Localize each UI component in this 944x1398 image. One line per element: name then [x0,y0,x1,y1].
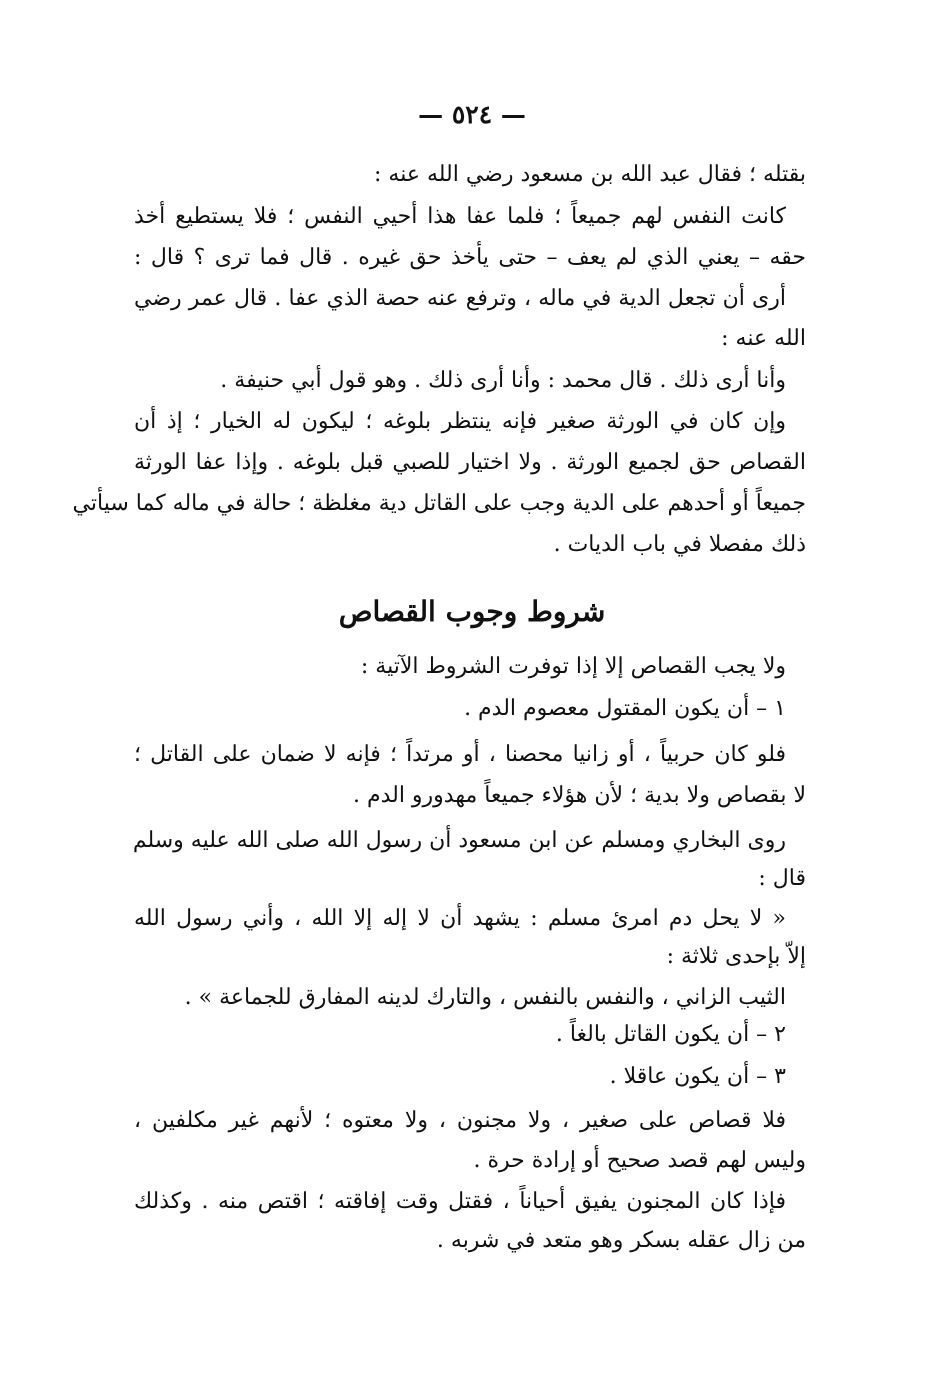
text-line: فلا قصاص على صغير ، ولا مجنون ، ولا معتوه ؛ لأنهم غير مكلفين ، [134,1108,786,1133]
text-line: إلاّ بإحدى ثلاثة : [666,944,806,969]
text-line: كانت النفس لهم جميعاً ؛ فلما عفا هذا أحيي النفس ؛ فلا يستطيع أخذ [134,204,786,229]
text-line: بقتله ؛ فقال عبد الله بن مسعود رضي الله عنه : [374,162,806,187]
text-line: القصاص حق لجميع الورثة . ولا اختيار للصبي قبل بلوغه . وإذا عفا الورثة [134,450,806,475]
text-line: ١ – أن يكون المقتول معصوم الدم . [464,696,786,721]
page-number: — ٥٢٤ — [418,100,526,129]
text-line: قال : [758,866,806,891]
section-heading: شروط وجوب القصاص [338,595,606,628]
text-line: ٣ – أن يكون عاقلا . [609,1064,786,1089]
text-line: وليس لهم قصد صحيح أو إرادة حرة . [473,1148,806,1173]
text-line: لا بقصاص ولا بدية ؛ لأن هؤلاء جميعاً مهدورو الدم . [352,783,806,808]
text-line: من زال عقله بسكر وهو متعد في شربه . [436,1228,806,1253]
text-line: أرى أن تجعل الدية في ماله ، وترفع عنه حصة الذي عفا . قال عمر رضي [134,286,786,311]
text-line: الثيب الزاني ، والنفس بالنفس ، والتارك لدينه المفارق للجماعة » . [184,985,786,1010]
text-line: الله عنه : [721,326,806,351]
text-line: حقه – يعني الذي لم يعف – حتى يأخذ حق غيره . قال فما ترى ؟ قال : [134,245,806,270]
text-line: ذلك مفصلا في باب الديات . [553,532,806,557]
text-line: وإن كان في الورثة صغير فإنه ينتظر بلوغه ؛ ليكون له الخيار ؛ إذ أن [134,409,786,434]
text-line: وأنا أرى ذلك . قال محمد : وأنا أرى ذلك . وهو قول أبي حنيفة . [220,368,786,393]
text-line: فلو كان حربياً ، أو زانيا محصنا ، أو مرتداً ؛ فإنه لا ضمان على القاتل ؛ [134,742,786,767]
text-line: روى البخاري ومسلم عن ابن مسعود أن رسول الله صلى الله عليه وسلم [132,828,786,853]
text-line: « لا يحل دم امرئ مسلم : يشهد أن لا إله إلا الله ، وأني رسول الله [134,906,786,931]
text-line: فإذا كان المجنون يفيق أحياناً ، فقتل وقت إفاقته ؛ اقتص منه . وكذلك [134,1189,786,1214]
text-line: جميعاً أو أحدهم على الدية وجب على القاتل دية مغلظة ؛ حالة في ماله كما سيأتي [72,491,806,516]
text-line: ٢ – أن يكون القاتل بالغاً . [555,1022,786,1047]
text-line: ولا يجب القصاص إلا إذا توفرت الشروط الآتية : [360,654,786,679]
